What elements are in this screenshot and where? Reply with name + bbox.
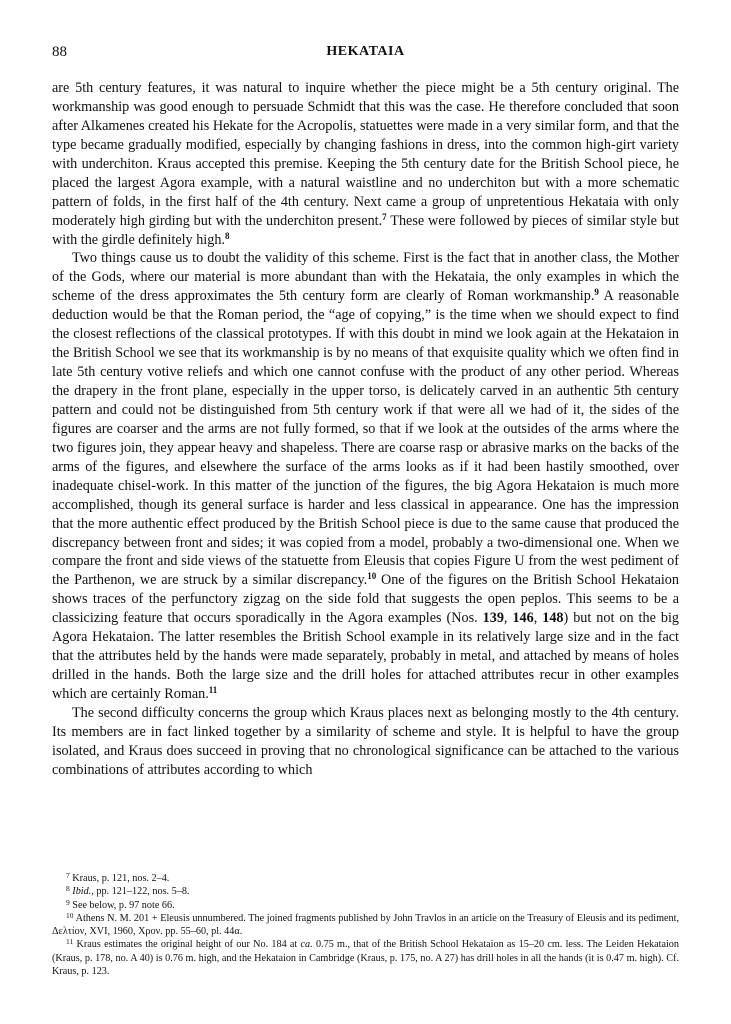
italic-text: Ibid.: [72, 886, 92, 898]
body-text: [52, 79, 679, 780]
catalogue-number: 146: [512, 610, 534, 627]
paragraph: [52, 79, 679, 249]
footnote-ref: 9: [594, 287, 599, 298]
text-run: ,: [533, 610, 543, 627]
text-run: are 5th century features, it was natural to inquire whether the piece might be a 5th century original. The workmanship was good enough to persuade Schmidt that this was the case. He therefore concluded that soon after Alkamenes created his Hekate for the Acropolis, statuettes were made in a very similar form, and that the type became gradually modified, especially by changing fashions in dress, into the common high-girt variety with underchiton. Kraus accepted this premise. Keeping the 5th century date for the British School piece, he placed the largest Agora example, with a natural waistline and no underchiton but with a more schematic pattern of folds, in the first half of the 4th century. Next came a group of unpretentious Hekataia with only moderately high girding but with the underchiton present.: [52, 80, 679, 229]
italic-text: ca.: [300, 939, 313, 951]
text-run: Athens N. M. 201 + Eleusis unnumbered. The joined fragments published by John Travlos in an article on the Treasury of Eleusis and its pediment, Δελτίον, XVI, 1960, Χρον. pp. 55–60, pl. 44α.: [52, 912, 680, 938]
catalogue-number: 139: [482, 610, 504, 627]
footnote-ref: 7: [382, 211, 387, 222]
footnotes: [52, 872, 679, 978]
text-run: 0.75 m., that of the British School Hekataion as 15–20 cm. less. The Leiden Hekataion (Kraus, p. 178, no. A 40) is 0.76 m. high, and the Hekataion in Cambridge (Kraus, p. 175, no. A 27) has drill holes in all the hands (it is 0.47 m. high). Cf. Kraus, p. 123.: [52, 939, 679, 978]
text-run: A reasonable deduction would be that the Roman period, the “age of copying,” is the time when we should expect to find the closest reflections of the classical prototypes. If with this doubt in mind we look again at the Hekataion in the British School we see that its workmanship is by no means of that exquisite quality which we often find in late 5th century votive reliefs and which one cannot confuse with the product of any other period. Whereas the drapery in the front plane, especially in the upper torso, is delicately carved in an authentic 5th century pattern and could not be distinguished from 5th century work if that were all we had of it, the sides of the figures are coarser and the arms are not fully formed, so that if we look at the outsides of the arms where the two figures join, they appear heavy and shapeless. There are coarse rasp or abrasive marks on the backs of the arms of the figures, and elsewhere the surface of the arms looks as if it had been hastily smoothed, over inadequate chisel-work. In this matter of the junction of the figures, the big Agora Hekataion is much more accomplished, though its general surface is harder and less classical in appearance. One has the impression that the more authentic effect produced by the British School piece is due to the same cause that produced the discrepancy between front and sides; it was copied from a model, probably a two-dimensional one. When we compare the front and side views of the statuette from Eleusis that copies Figure U from the west pediment of the Parthenon, we are struck by a similar discrepancy.: [52, 288, 679, 589]
text-run: Kraus, p. 121, nos. 2–4.: [72, 873, 170, 884]
text-run: See below, p. 97 note 66.: [72, 899, 175, 911]
footnote-number: 9: [66, 897, 70, 907]
page-number: 88: [52, 44, 67, 60]
text-run: One of the figures on the British School Hekataion shows traces of the perfunctory zigzag on the side fold that suggests the open peplos. This seems to be a classicizing feature that occurs sporadically in the Agora examples (Nos.: [52, 572, 679, 627]
footnote: [52, 912, 679, 939]
footnote-number: 10: [66, 910, 74, 920]
text-run: Two things cause us to doubt the validity of this scheme. First is the fact that in another class, the Mother of the Gods, where our material is more abundant than with the Hekataia, the only examples in which the scheme of the dress approximates the 5th century form are clearly of Roman workmanship.: [52, 250, 679, 305]
page-header: [52, 44, 679, 66]
text-run: Kraus estimates the original height of our No. 184 at: [76, 939, 301, 951]
running-title: HEKATAIA: [326, 44, 405, 59]
text-run: ) but not on the big Agora Hekataion. The latter resembles the British School example in its relatively large size and in the fact that the attributes held by the hands were made separately, probably in metal, and attached by means of holes drilled in the hands. Both the large size and the drill holes for attached attributes recur in other examples which are certainly Roman.: [52, 610, 679, 702]
text-run: , pp. 121–122, nos. 5–8.: [91, 886, 190, 898]
catalogue-number: 148: [542, 610, 564, 627]
footnote-ref: 11: [208, 685, 218, 695]
text-run: ,: [503, 610, 513, 627]
footnote: [52, 899, 679, 912]
footnote-number: 11: [66, 937, 74, 947]
footnote-ref: 10: [367, 571, 377, 582]
footnote: [52, 885, 679, 898]
footnote: [52, 938, 679, 978]
text-run: The second difficulty concerns the group which Kraus places next as belonging mostly to the 4th century. Its members are in fact linked together by a similarity of scheme and style. It is helpful to have the group isolated, and Kraus does succeed in proving that no chronological significance can be attached to the various combinations of attributes according to which: [52, 704, 679, 778]
text-run: These were followed by pieces of similar style but with the girdle definitely high.: [52, 212, 679, 248]
paragraph: [52, 704, 679, 780]
paragraph: [52, 249, 679, 704]
footnote: [52, 872, 679, 885]
footnote-number: 8: [66, 884, 70, 894]
footnote-ref: 8: [224, 230, 230, 241]
footnote-number: 7: [66, 871, 70, 880]
